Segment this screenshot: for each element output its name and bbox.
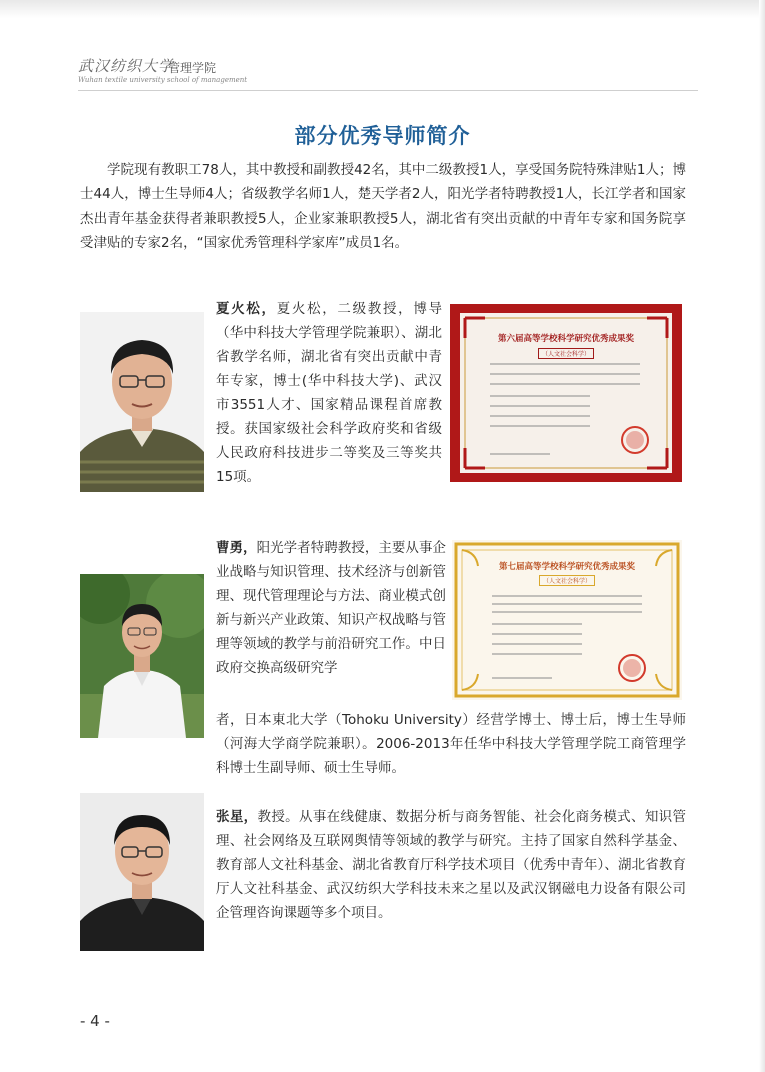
profile-bio-cao-top: 阳光学者特聘教授，主要从事企业战略与知识管理、技术经济与创新管理、现代管理理论与方法、商业模式创新与新兴产业政策、知识产权战略与管理等领域的教学与前沿研究工作。中日政府交换高级研究学 [216,540,446,676]
award-certificate-2 [452,540,682,700]
intro-paragraph: 学院现有教职工78人，其中教授和副教授42名，其中二级教授1人，享受国务院特殊津贴1人；博士44人，博士生导师4人；省级教学名师1人，楚天学者2人，阳光学者特聘教授1人，长江学者和国家杰出青年基金获得者兼职教授5人，企业家兼职教授5人，湖北省有突出贡献的中青年专家和国务院享受津贴的专家2名，“国家优秀管理科学家库”成员1名。 [80,162,686,252]
department-name: 管理学院 [168,61,217,75]
certificate-2-title: 第七届高等学校科学研究优秀成果奖 [498,562,635,572]
page-title: 部分优秀导师简介 [294,124,471,148]
certificate-1-graphic [450,304,682,482]
profile-cao-top [216,536,446,680]
profile-zhang [216,805,686,925]
portrait-photo-cao [80,574,204,738]
portrait-cao-image [80,574,204,738]
certificate-2-subtitle: （人文社会科学） [539,575,595,586]
profile-name-zhang: 张星， [216,809,258,825]
profile-name-cao: 曹勇， [216,540,257,556]
page-header [78,55,698,91]
page-edge-top [0,0,765,18]
portrait-xia-image [80,312,204,492]
university-logo: 武汉纺织大学 [78,57,175,75]
certificate-1-title: 第六届高等学校科学研究优秀成果奖 [497,334,634,344]
profile-cao-bottom [216,708,686,780]
profile-xia [216,297,442,489]
page-edge-right [759,0,765,1072]
page-number: - 4 - [80,1012,110,1030]
portrait-photo-zhang [80,793,204,951]
header-english-subtitle: Wuhan textile university school of management [78,76,248,84]
profile-bio-zhang: 教授。从事在线健康、数据分析与商务智能、社会化商务模式、知识管理、社会网络及互联网舆情等领域的教学与研究。主持了国家自然科学基金、教育部人文社科基金、湖北省教育厅科学技术项目（优秀中青年）、湖北省教育厅人文社科基金、武汉纺织大学科技未来之星以及武汉钢磁电力设备有限公司企管理咨询课题等多个项目。 [216,809,686,921]
portrait-photo-xia [80,312,204,492]
award-certificate-1 [450,304,682,482]
portrait-zhang-image [80,793,204,951]
profile-bio-cao-bottom: 者，日本東北大学（Tohoku University）经营学博士、博士后，博士生导师（河海大学商学院兼职）。2006-2013年任华中科技大学管理学院工商管理学科博士生副导师、硕士生导师。 [216,712,686,776]
profile-name-xia: 夏火松， [216,301,277,317]
profile-bio-xia: 夏火松，二级教授，博导（华中科技大学管理学院兼职）、湖北省教学名师，湖北省有突出贡献中青年专家，博士(华中科技大学)、武汉市3551人才、国家精品课程首席教授。获国家级社会科学政府奖和省级人民政府科技进步二等奖及三等奖共15项。 [216,301,443,485]
certificate-1-subtitle: （人文社会科学） [538,348,594,359]
